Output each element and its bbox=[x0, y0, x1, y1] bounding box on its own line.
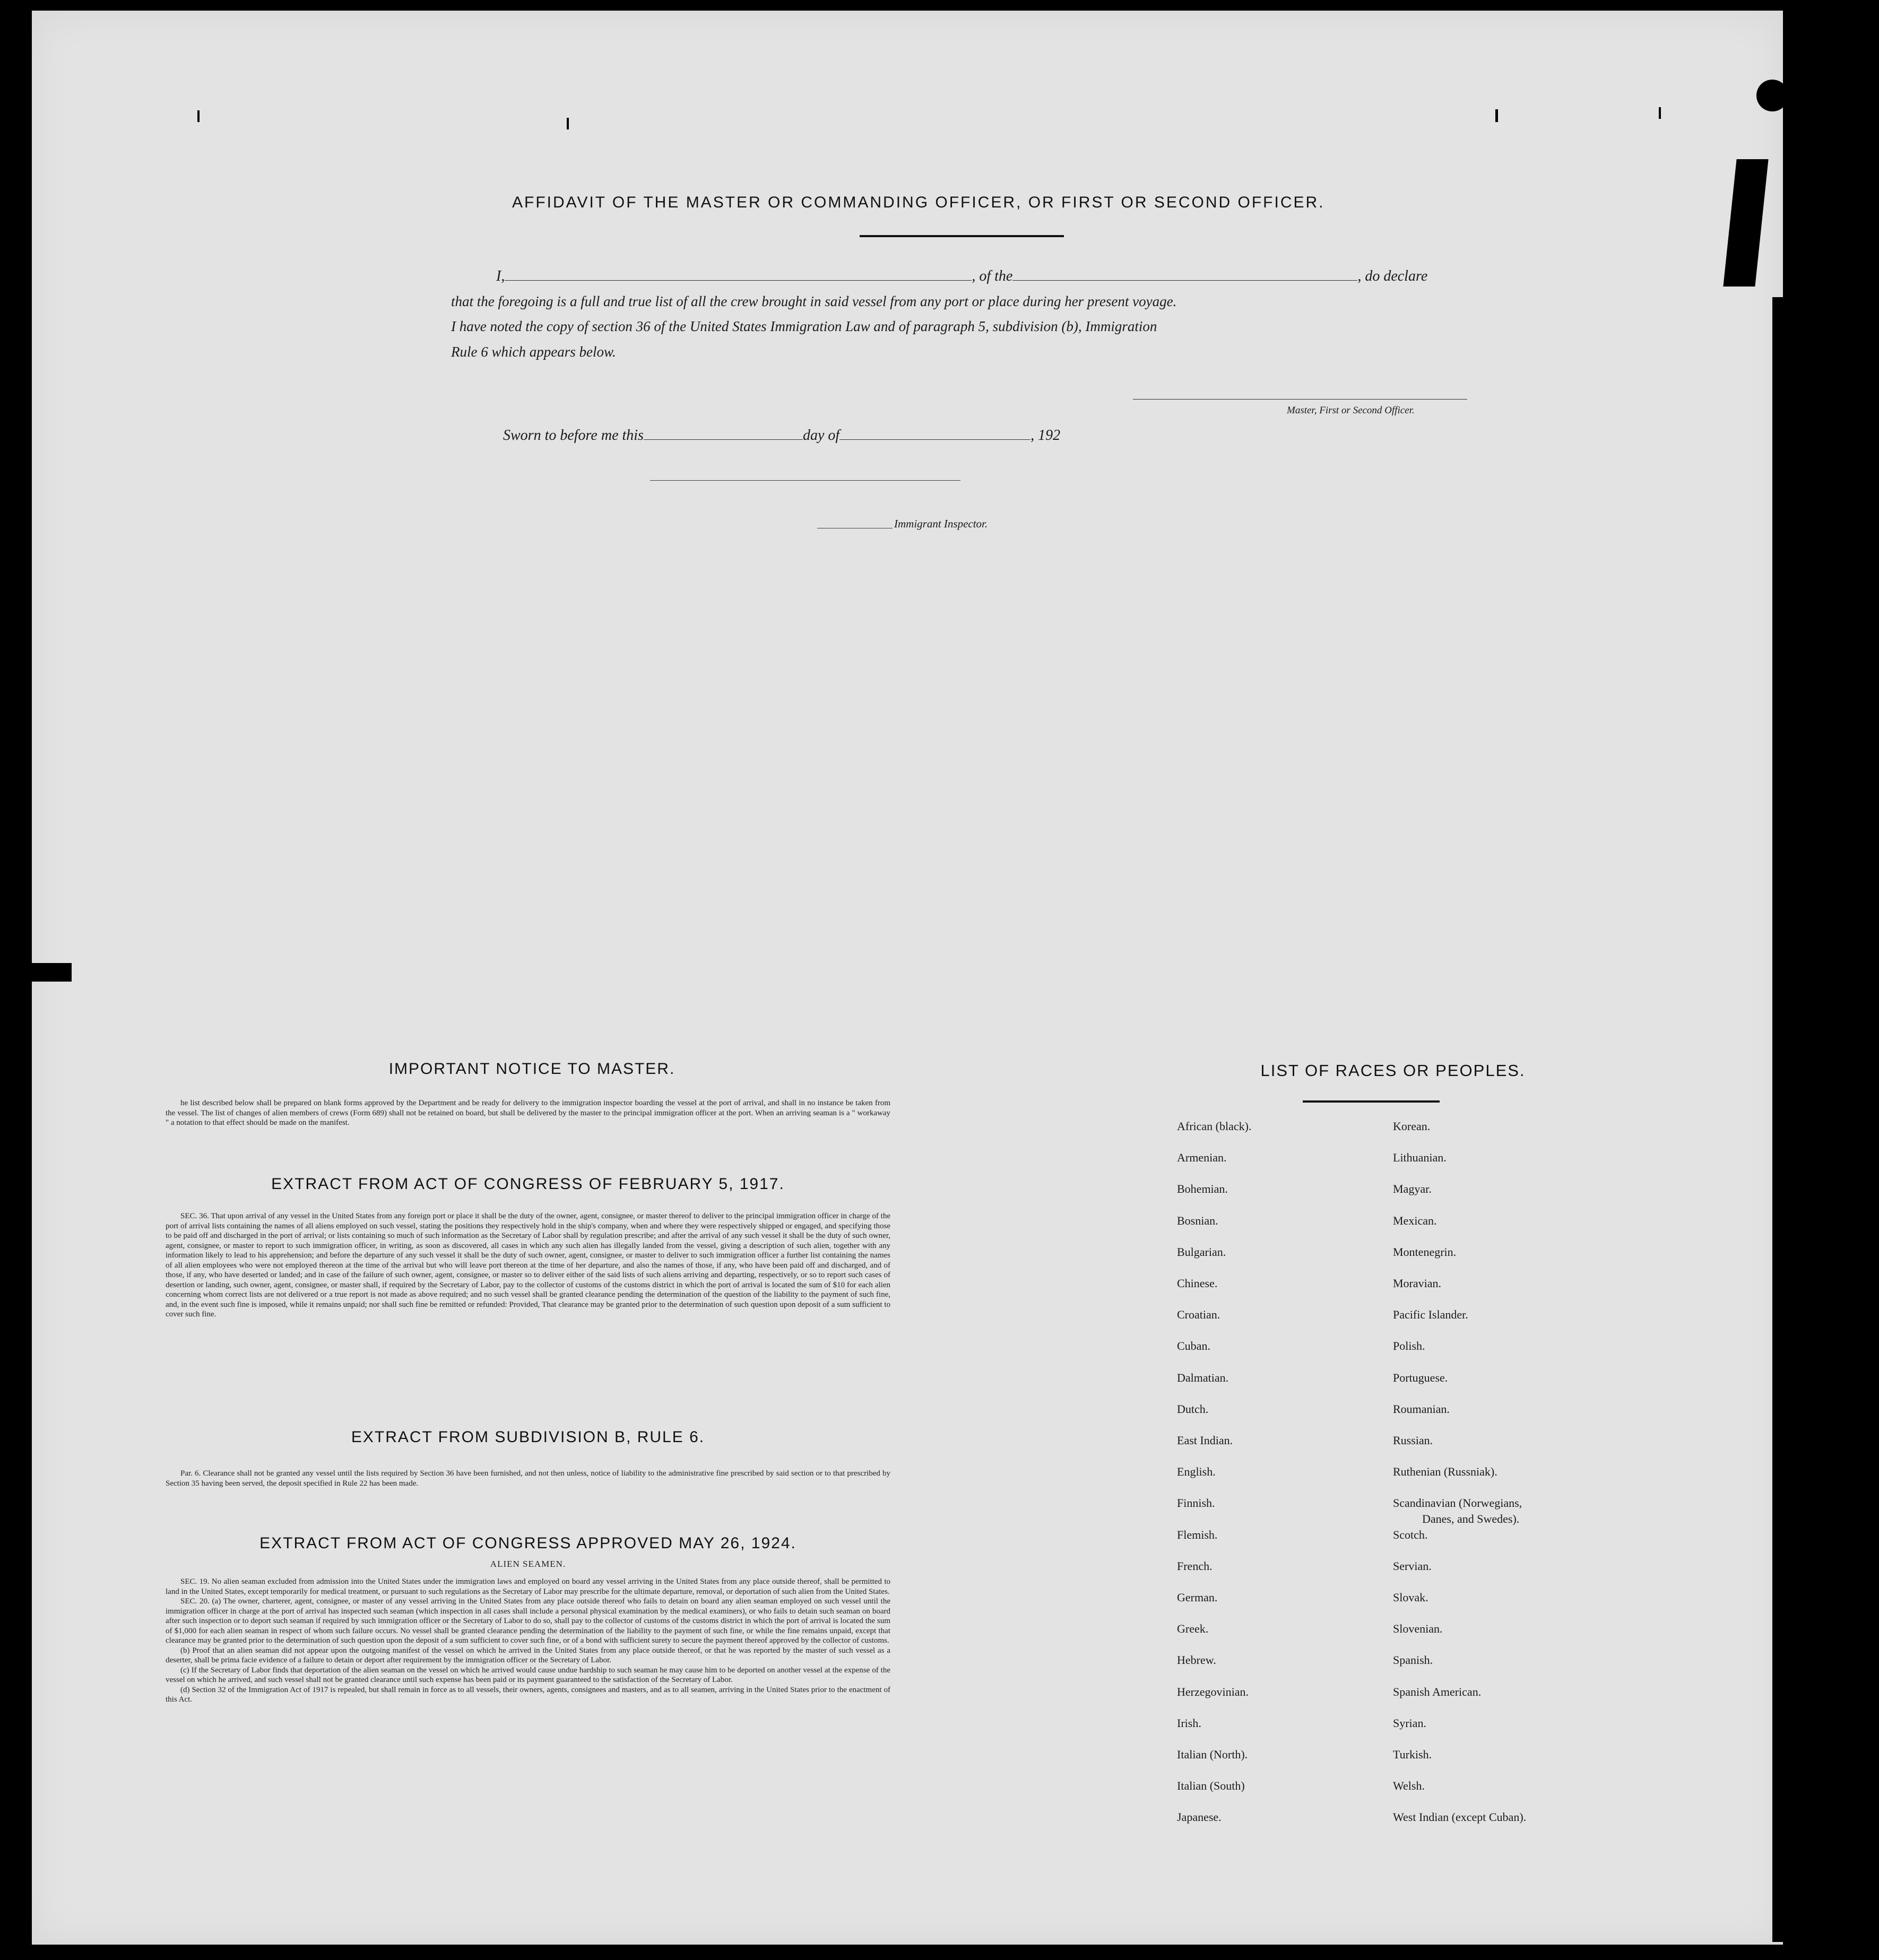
extract-1924-body bbox=[166, 1577, 890, 1705]
race-item: Hebrew. bbox=[1177, 1653, 1216, 1667]
edge-tear bbox=[1772, 297, 1794, 1942]
affidavit-line-2: that the foregoing is a full and true list of all the crew brought in said vessel from any port or place during her present voyage. bbox=[451, 293, 1177, 309]
section-20b-text: (b) Proof that an alien seaman did not appear upon the outgoing manifest of the vessel on which he arrived in the United States from any place outside thereof, or that he was reported by the master of such vessel as a deserter, shall be prima facie evidence of a failure to detain or deport after requirement by the immigration officer or the Secretary of Labor. bbox=[166, 1646, 890, 1664]
day-of-label: day of bbox=[802, 427, 840, 444]
race-item: Korean. bbox=[1393, 1120, 1431, 1133]
race-item: Bosnian. bbox=[1177, 1213, 1218, 1227]
race-item: Moravian. bbox=[1393, 1277, 1442, 1290]
extract-1917-title: EXTRACT FROM ACT OF CONGRESS OF FEBRUARY 5, 1917. bbox=[271, 1175, 785, 1193]
notice-title: IMPORTANT NOTICE TO MASTER. bbox=[388, 1060, 676, 1078]
race-item: Scandinavian (Norwegians, bbox=[1393, 1496, 1522, 1510]
race-item: Bulgarian. bbox=[1177, 1245, 1226, 1259]
year-label: , 192 bbox=[1031, 427, 1061, 444]
inspector-caption: Immigrant Inspector. bbox=[894, 517, 988, 530]
race-item: Japanese. bbox=[1177, 1810, 1222, 1824]
rule-6-body bbox=[166, 1469, 890, 1488]
of-the-label: , of the bbox=[972, 268, 1013, 284]
affidavit-line-3: I have noted the copy of section 36 of the United States Immigration Law and of paragraph 5, subdivision (b), Immigration bbox=[451, 318, 1157, 334]
race-item: French. bbox=[1177, 1559, 1213, 1573]
scan-mark bbox=[1659, 107, 1661, 119]
race-item: German. bbox=[1177, 1591, 1218, 1604]
notice-paragraph: he list described below shall be prepared on blank forms approved by the Department and be ready for delivery to the immigration inspector boarding the vessel at the port of arrival, and shall in no instance be taken from the vessel. The list of changes of alien members of crews (Form 689) shall not be retained on board, but shall be delivered by the master to the principal immigration officer at the port. When an arriving seaman is a " workaway " a notation to that effect should be made on the manifest. bbox=[166, 1099, 890, 1127]
race-item: Roumanian. bbox=[1393, 1402, 1450, 1416]
notice-body bbox=[166, 1098, 890, 1128]
race-item: English. bbox=[1177, 1465, 1216, 1479]
race-item: Slovenian. bbox=[1393, 1622, 1443, 1636]
race-item: Italian (South) bbox=[1177, 1779, 1245, 1793]
alien-seamen-subtitle: ALIEN SEAMEN. bbox=[490, 1559, 566, 1569]
races-rule bbox=[1303, 1100, 1440, 1103]
race-item: Welsh. bbox=[1393, 1779, 1425, 1793]
race-item: Servian. bbox=[1393, 1559, 1432, 1573]
race-item: Bohemian. bbox=[1177, 1182, 1228, 1196]
race-continuation: Danes, and Swedes). bbox=[1422, 1512, 1520, 1525]
race-item: Pacific Islander. bbox=[1393, 1308, 1468, 1322]
race-item: Irish. bbox=[1177, 1716, 1201, 1730]
race-item: Flemish. bbox=[1177, 1528, 1218, 1541]
race-item: Dutch. bbox=[1177, 1402, 1209, 1416]
punch-hole bbox=[1799, 90, 1823, 122]
sworn-day-field[interactable] bbox=[644, 439, 803, 440]
race-item: Cuban. bbox=[1177, 1339, 1210, 1353]
race-item: Lithuanian. bbox=[1393, 1151, 1447, 1165]
rule-6-title: EXTRACT FROM SUBDIVISION B, RULE 6. bbox=[351, 1428, 705, 1446]
race-item: African (black). bbox=[1177, 1120, 1252, 1133]
race-item: Croatian. bbox=[1177, 1308, 1220, 1322]
race-item: Italian (North). bbox=[1177, 1748, 1248, 1761]
edge-tear bbox=[0, 963, 72, 982]
i-label: I, bbox=[496, 268, 505, 284]
race-item: Dalmatian. bbox=[1177, 1371, 1229, 1384]
punch-hole bbox=[1799, 618, 1820, 639]
race-item: Magyar. bbox=[1393, 1182, 1432, 1196]
scan-mark bbox=[1495, 109, 1498, 122]
race-item: Russian. bbox=[1393, 1434, 1433, 1447]
punch-hole bbox=[1756, 80, 1788, 111]
scan-mark bbox=[567, 118, 569, 129]
race-item: Chinese. bbox=[1177, 1277, 1218, 1290]
race-item: Scotch. bbox=[1393, 1528, 1428, 1541]
section-36-text: SEC. 36. That upon arrival of any vessel in the United States from any foreign port or place it shall be the duty of the owner, agent, consignee, or master thereof to deliver to the principal immigration officer in charge of the port of arrival lists containing the names of all aliens employed on such vessel, stating the positions they respectively hold in the ship's company, when and where they were respectively shipped or engaged, and specifying those to be paid off and discharged in the port of arrival; or lists containing so much of such information as the Secretary of Labor shall by regulation prescribe; and after the arrival of any such vessel it shall be the duty of such owner, agent, consignee, or master to report to such immigration officer, in writing, as soon as discovered, all cases in which any such alien has illegally landed from the vessel, giving a description of such alien, together with any information likely to lead to his apprehension; and before the departure of any such vessel it shall be the duty of such owner, agent, consignee, or master to deliver to such immigration officer a further list containing the names of all alien employees who were not employed thereon at the time of the arrival but who will leave port thereon at the time of her departure, and also the names of those, if any, who have been paid off and discharged, and of those, if any, who have deserted or landed; and in case of the failure of such owner, agent, consignee, or master so to deliver either of the said lists of such aliens arriving and departing, respectively, or so to report such cases of desertion or landing, such owner, agent, consignee, or master shall, if required by the Secretary of Labor, pay to the collector of customs of the customs district in which the port of arrival is located the sum of $10 for each alien concerning whom correct lists are not delivered or a true report is not made as above required; and no such vessel shall be granted clearance pending the determination of the question of the liability to the payment of such fine, and, in the event such fine is imposed, while it remains unpaid; nor shall such fine be remitted or refunded: Provided, That clearance may be granted prior to the determination of such question upon deposit of a sum sufficient to cover such fine. bbox=[166, 1212, 890, 1319]
scan-mark bbox=[197, 110, 200, 122]
race-item: Mexican. bbox=[1393, 1213, 1437, 1227]
sworn-line bbox=[503, 427, 1060, 444]
race-item: Syrian. bbox=[1393, 1716, 1426, 1730]
inspector-signature-line[interactable] bbox=[650, 480, 960, 481]
race-item: Montenegrin. bbox=[1393, 1245, 1457, 1259]
race-item: West Indian (except Cuban). bbox=[1393, 1810, 1527, 1824]
master-signature-line[interactable] bbox=[1133, 399, 1467, 400]
do-declare-label: , do declare bbox=[1357, 268, 1428, 284]
race-item: East Indian. bbox=[1177, 1434, 1233, 1447]
affidavit-line-4: Rule 6 which appears below. bbox=[451, 344, 616, 360]
affidavit-first-line bbox=[496, 268, 1427, 285]
extract-1917-body bbox=[166, 1211, 890, 1320]
race-item: Greek. bbox=[1177, 1622, 1209, 1636]
extract-1924-title: EXTRACT FROM ACT OF CONGRESS APPROVED MAY 26, 1924. bbox=[259, 1534, 796, 1552]
race-item: Spanish. bbox=[1393, 1653, 1433, 1667]
sworn-month-field[interactable] bbox=[839, 439, 1031, 440]
sworn-prefix: Sworn to before me this bbox=[503, 427, 644, 444]
race-item: Armenian. bbox=[1177, 1151, 1227, 1165]
section-20d-text: (d) Section 32 of the Immigration Act of 1917 is repealed, but shall remain in force as to all vessels, their owners, agents, consignees and masters, and as to all seamen, arriving in the United States prior to the enactment of this Act. bbox=[166, 1685, 890, 1704]
section-20c-text: (c) If the Secretary of Labor finds that deportation of the alien seaman on the vessel on which he arrived would cause undue hardship to such seaman he may cause him to be deported on another vessel at the expense of the vessel on which he arrived, and such vessel shall not be granted clearance until such expense has been paid or its payment guaranteed to the satisfaction of the Secretary of Labor. bbox=[166, 1666, 890, 1684]
master-signature-caption: Master, First or Second Officer. bbox=[1287, 405, 1415, 416]
section-20a-text: SEC. 20. (a) The owner, charterer, agent, consignee, or master of any vessel arriving in the United States from any place outside thereof who fails to detain on board any alien seaman employed on such vessel until the immigration officer in charge at the port of arrival has inspected such seaman (which inspection in all cases shall include a personal physical examination by the medical examiners), or who fails to detain such seaman on board after such inspection or to deport such seaman if required by such immigration officer or the Secretary of Labor to do so, shall pay to the collector of customs of the customs district in which the port of arrival is located the sum of $1,000 for each alien seaman in respect of whom such failure occurs. No vessel shall be granted clearance pending the determination of the liability to the payment of such fine, or while the fine remains unpaid, except that clearance may be granted prior to the determination of such question upon the deposit of a sum sufficient to cover such fine, or of a bond with sufficient surety to secure the payment thereof approved by the collector of customs. bbox=[166, 1597, 890, 1645]
race-item: Herzegovinian. bbox=[1177, 1685, 1249, 1698]
race-item: Slovak. bbox=[1393, 1591, 1428, 1604]
vessel-field[interactable] bbox=[1012, 280, 1357, 281]
name-field[interactable] bbox=[505, 280, 972, 281]
title-rule bbox=[860, 235, 1064, 237]
race-item: Portuguese. bbox=[1393, 1371, 1448, 1384]
race-item: Finnish. bbox=[1177, 1496, 1215, 1510]
paragraph-6-text: Par. 6. Clearance shall not be granted any vessel until the lists required by Section 36 have been furnished, and not then unless, notice of liability to the administrative fine prescribed by said section or to that prescribed by Section 35 having been served, the deposit specified in Rule 22 has been made. bbox=[166, 1469, 890, 1488]
section-19-text: SEC. 19. No alien seaman excluded from admission into the United States under the immigration laws and employed on board any vessel arriving in the United States from any place outside thereof, shall be permitted to land in the United States, except temporarily for medical treatment, or pursuant to such regulations as the Secretary of Labor may prescribe for the ultimate departure, removal, or deportation of such alien from the United States. bbox=[166, 1577, 890, 1596]
races-title: LIST OF RACES OR PEOPLES. bbox=[1260, 1061, 1526, 1080]
affidavit-title: AFFIDAVIT OF THE MASTER OR COMMANDING OFFICER, OR FIRST OR SECOND OFFICER. bbox=[512, 194, 1325, 211]
race-item: Ruthenian (Russniak). bbox=[1393, 1465, 1497, 1479]
race-item: Turkish. bbox=[1393, 1748, 1432, 1761]
race-item: Polish. bbox=[1393, 1339, 1425, 1353]
race-item: Spanish American. bbox=[1393, 1685, 1482, 1698]
